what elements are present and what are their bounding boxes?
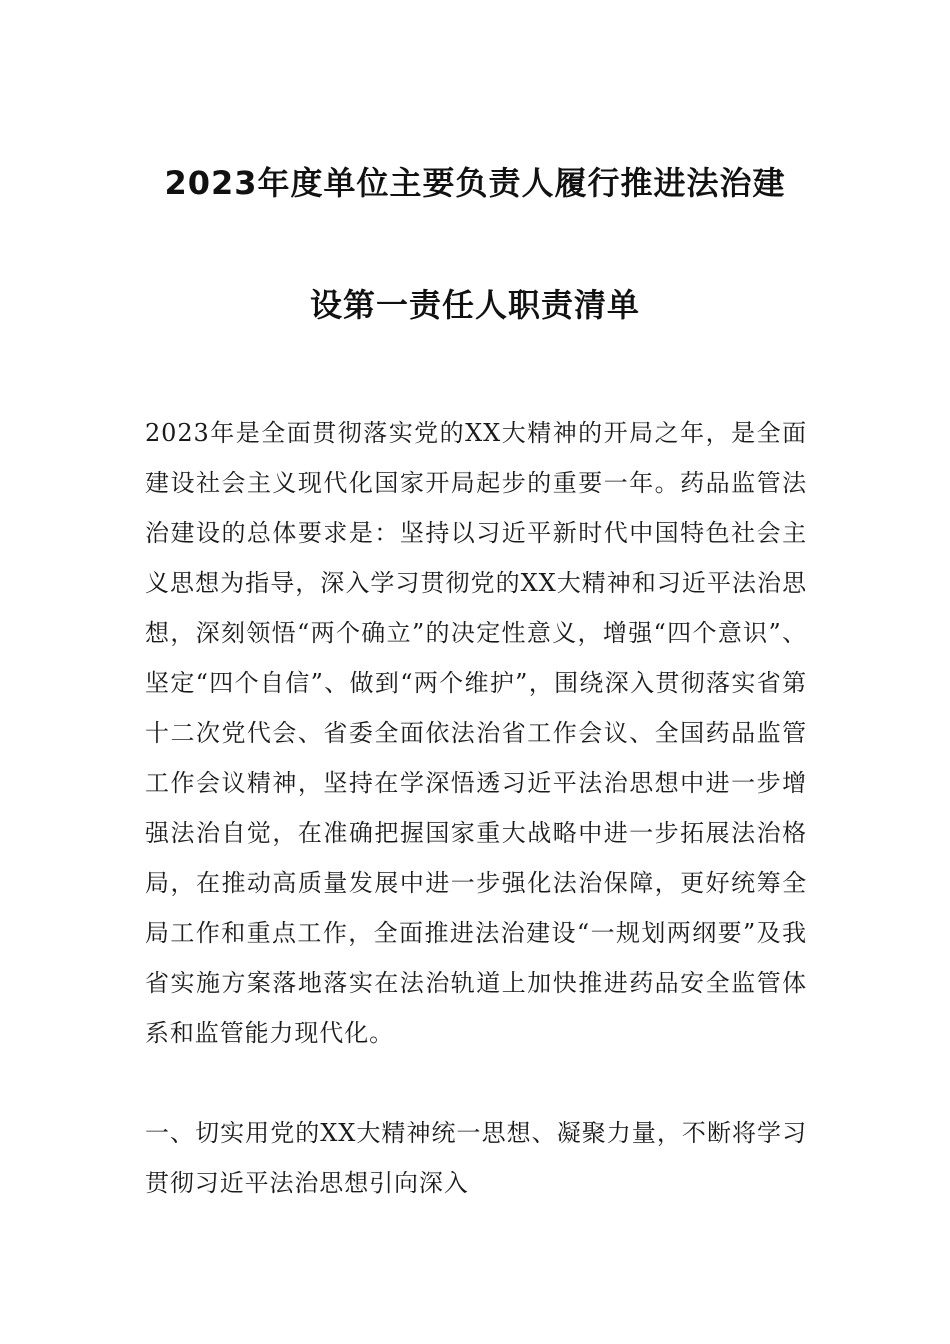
- document-title-line-1: 2023年度单位主要负责人履行推进法治建: [164, 164, 786, 202]
- intro-paragraph: 2023年是全面贯彻落实党的XX大精神的开局之年，是全面建设社会主义现代化国家开局起步的重要一年。药品监管法治建设的总体要求是：坚持以习近平新时代中国特色社会主义思想为指导，深入学习贯彻党的XX大精神和习近平法治思想，深刻领悟“两个确立”的决定性意义，增强“四个意识”、坚定“四个自信”、做到“两个维护”，围绕深入贯彻落实省第十二次党代会、省委全面依法治省工作会议、全国药品监管工作会议精神，坚持在学深悟透习近平法治思想中进一步增强法治自觉，在准确把握国家重大战略中进一步拓展法治格局，在推动高质量发展中进一步强化法治保障，更好统筹全局工作和重点工作，全面推进法治建设“一规划两纲要”及我省实施方案落地落实在法治轨道上加快推进药品安全监管体系和监管能力现代化。: [145, 419, 807, 1047]
- document-title-line-2: 设第一责任人职责清单: [309, 286, 640, 324]
- section-1-heading: 一、切实用党的XX大精神统一思想、凝聚力量，不断将学习贯彻习近平法治思想引向深入: [145, 1119, 807, 1197]
